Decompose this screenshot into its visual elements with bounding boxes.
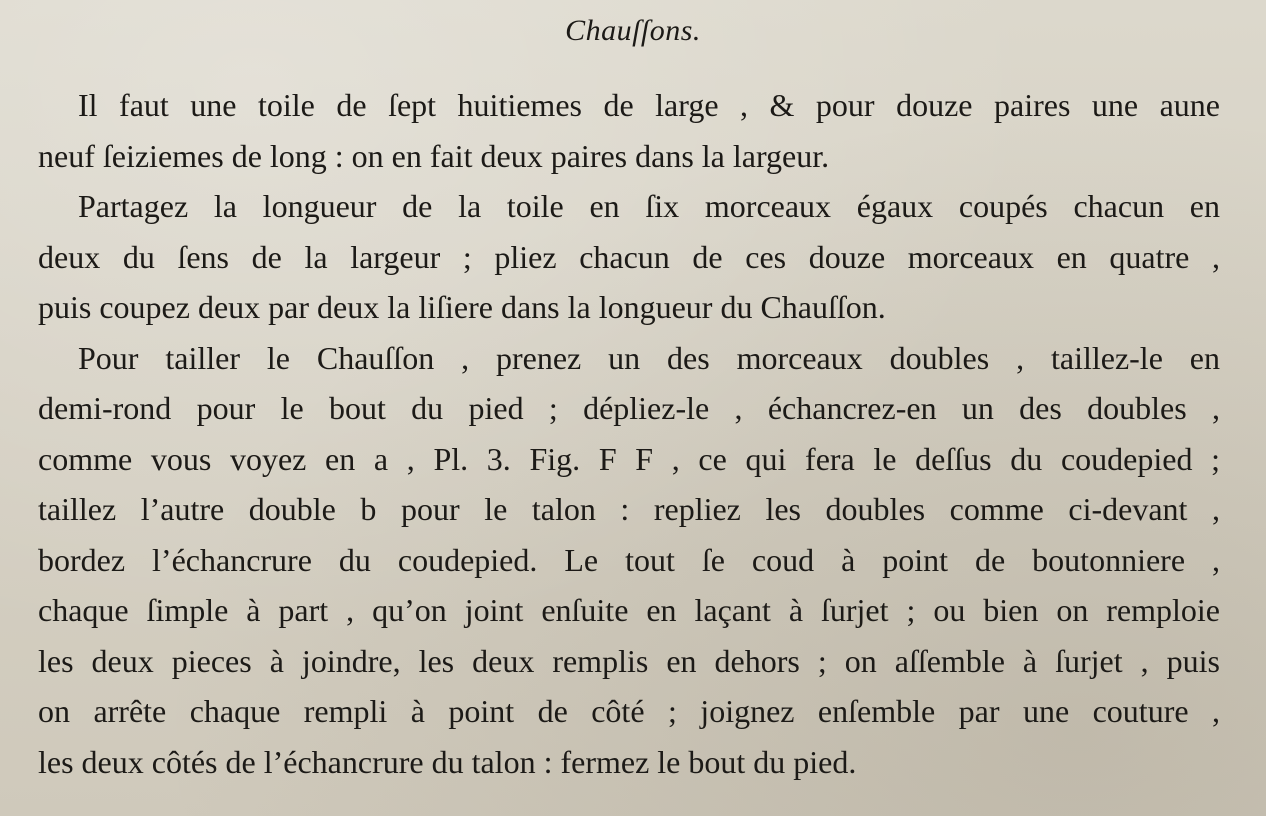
text-line: demi-rond pour le bout du pied ; dépliez-le , échancrez-en un des doubles , — [38, 390, 1220, 426]
text-line: taillez l’autre double b pour le talon : repliez les doubles comme ci-devant , — [38, 491, 1220, 527]
text-line: bordez l’échancrure du coudepied. Le tout ſe coud à point de boutonniere , — [38, 541, 1220, 578]
text-line: puis coupez deux par deux la liſiere dans la longueur du Chauſſon. — [38, 289, 886, 325]
text-line: chaque ſimple à part , qu’on joint enſuite en laçant à ſurjet ; ou bien on remploie — [38, 592, 1220, 628]
text-line: on arrête chaque rempli à point de côté ; joignez enſemble par une couture , — [38, 693, 1220, 729]
page-title: Chauſſons. — [565, 14, 701, 47]
text-line: les deux côtés de l’échancrure du talon : fermez le bout du pied. — [38, 743, 857, 780]
text-line: comme vous voyez en a , Pl. 3. Fig. F F , ce qui fera le deſſus du coudepied ; — [38, 440, 1220, 477]
text-line: neuf ſeiziemes de long : on en fait deux paires dans la largeur. — [38, 137, 830, 174]
text-line: Pour tailler le Chauſſon , prenez un des morceaux doubles , taillez-le en — [78, 339, 1220, 376]
text-line: les deux pieces à joindre, les deux remplis en dehors ; on aſſemble à ſurjet , puis — [38, 642, 1220, 679]
text-line: deux du ſens de la largeur ; pliez chacun de ces douze morceaux en quatre , — [38, 238, 1220, 275]
text-line: Il faut une toile de ſept huitiemes de large , & pour douze paires une aune — [78, 87, 1220, 123]
text-line: Partagez la longueur de la toile en ſix morceaux égaux coupés chacun en — [78, 188, 1220, 224]
body-text — [38, 80, 1220, 787]
